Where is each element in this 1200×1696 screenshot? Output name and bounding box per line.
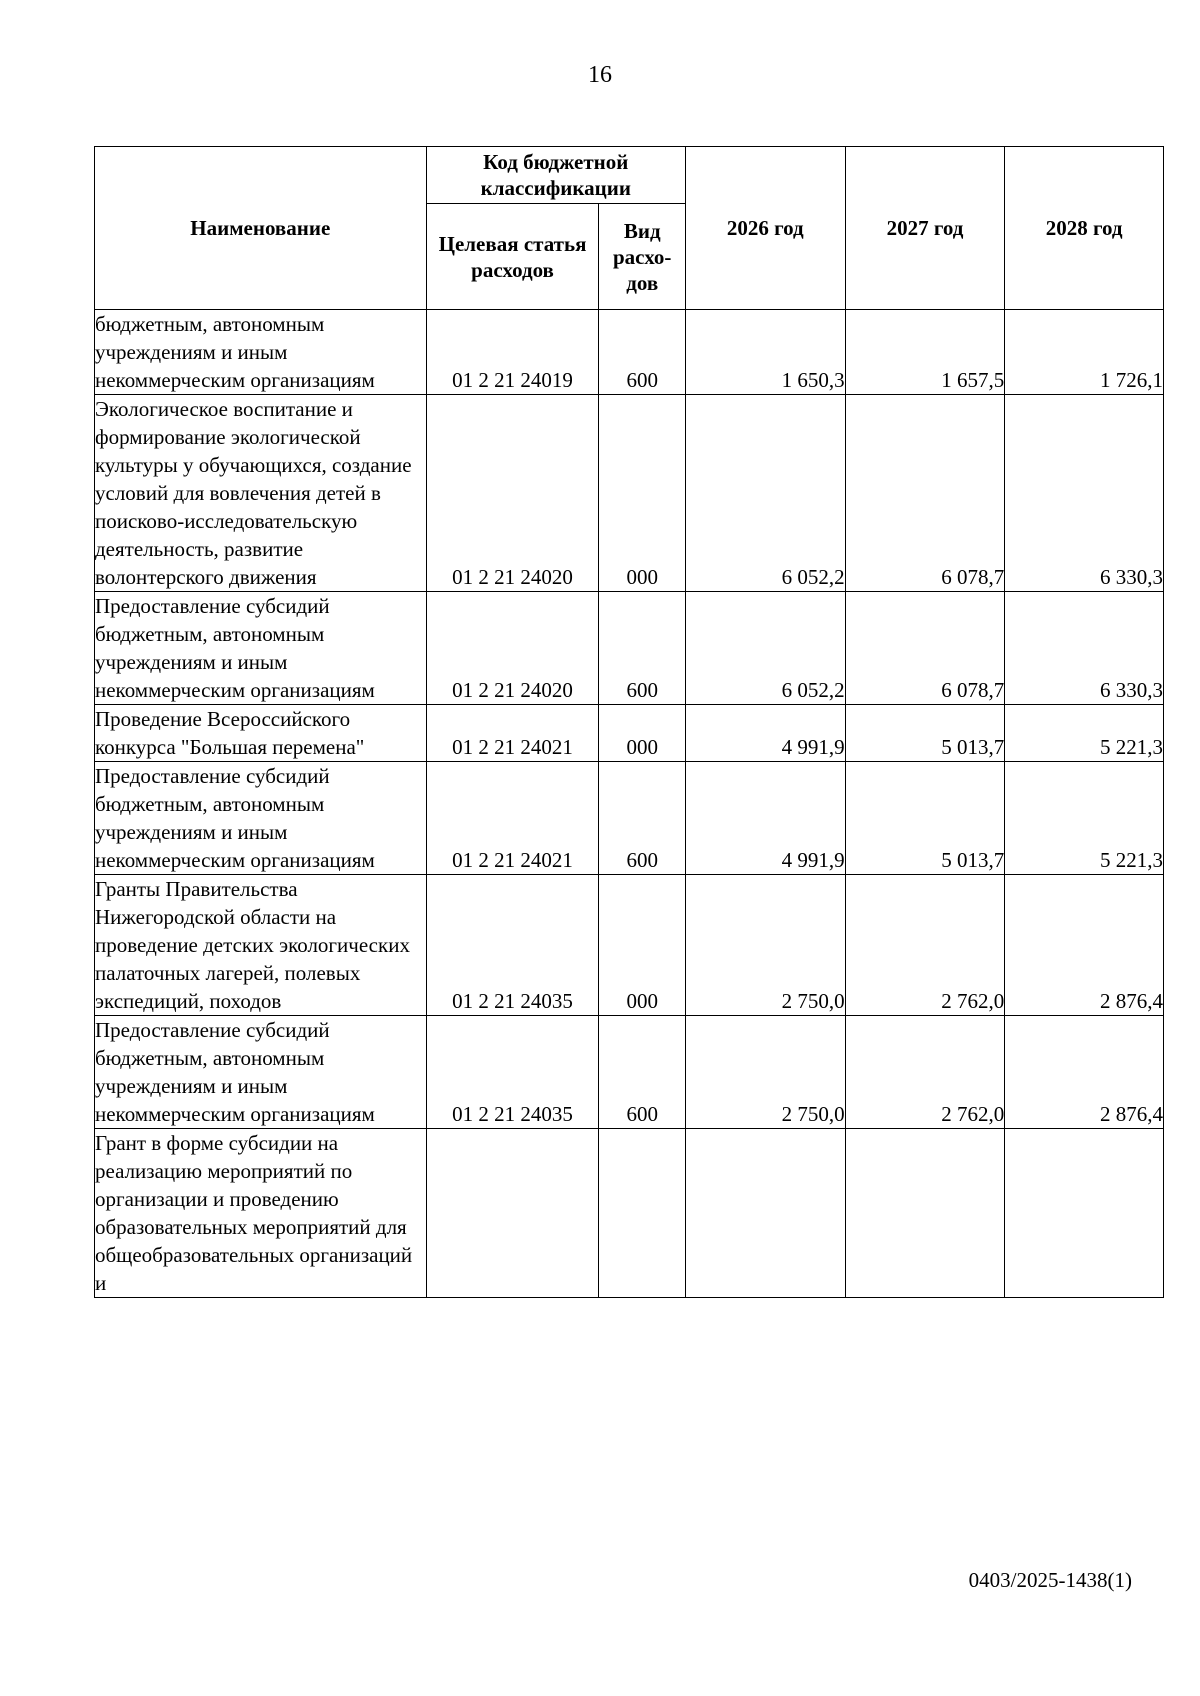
table-row <box>95 1129 1164 1298</box>
row-value-2027: 1 657,5 <box>845 310 1005 395</box>
row-name: Гранты Правительства Нижегородской области на проведение детских экологических палаточных лагерей, полевых экспедиций, походов <box>95 875 427 1016</box>
row-value-2028: 6 330,3 <box>1005 395 1164 592</box>
table-row <box>95 705 1164 762</box>
row-name: Предоставление субсидий бюджетным, автономным учреждениям и иным некоммерческим организациям <box>95 592 427 705</box>
table-row <box>95 310 1164 395</box>
row-value-2026: 6 052,2 <box>685 592 845 705</box>
budget-table <box>94 146 1164 1298</box>
header-budget-code: Код бюджетной классификации <box>426 147 685 204</box>
row-target-item: 01 2 21 24020 <box>426 395 599 592</box>
row-target-item: 01 2 21 24035 <box>426 1016 599 1129</box>
row-value-2026: 4 991,9 <box>685 705 845 762</box>
header-2027: 2027 год <box>845 147 1005 310</box>
row-value-2026 <box>685 1129 845 1298</box>
row-value-2028: 5 221,3 <box>1005 705 1164 762</box>
row-value-2028: 2 876,4 <box>1005 875 1164 1016</box>
header-2026: 2026 год <box>685 147 845 310</box>
row-value-2026: 1 650,3 <box>685 310 845 395</box>
row-name: Экологическое воспитание и формирование экологической культуры у обучающихся, создание условий для вовлечения детей в поисково-исследовательскую деятельность, развитие волонтерского движения <box>95 395 427 592</box>
row-name: Проведение Всероссийского конкурса "Большая перемена" <box>95 705 427 762</box>
row-value-2028 <box>1005 1129 1164 1298</box>
row-value-2027: 2 762,0 <box>845 875 1005 1016</box>
header-2028: 2028 год <box>1005 147 1164 310</box>
document-code: 0403/2025-1438(1) <box>968 1568 1132 1592</box>
row-name: бюджетным, автономным учреждениям и иным некоммерческим организациям <box>95 310 427 395</box>
header-expense-type: Вид расхо-дов <box>599 204 685 310</box>
row-value-2026: 6 052,2 <box>685 395 845 592</box>
row-target-item: 01 2 21 24020 <box>426 592 599 705</box>
row-target-item: 01 2 21 24019 <box>426 310 599 395</box>
row-expense-type: 000 <box>599 705 685 762</box>
row-expense-type: 000 <box>599 875 685 1016</box>
row-value-2028: 6 330,3 <box>1005 592 1164 705</box>
table-row <box>95 1016 1164 1129</box>
row-value-2027: 5 013,7 <box>845 705 1005 762</box>
row-expense-type: 000 <box>599 395 685 592</box>
row-target-item: 01 2 21 24021 <box>426 762 599 875</box>
row-value-2026: 4 991,9 <box>685 762 845 875</box>
table-row <box>95 395 1164 592</box>
table-row <box>95 875 1164 1016</box>
page-number: 16 <box>588 62 612 88</box>
row-value-2028: 5 221,3 <box>1005 762 1164 875</box>
row-expense-type: 600 <box>599 762 685 875</box>
row-expense-type: 600 <box>599 1016 685 1129</box>
row-target-item: 01 2 21 24021 <box>426 705 599 762</box>
row-name: Грант в форме субсидии на реализацию мероприятий по организации и проведению образовательных мероприятий для общеобразовательных организаций и <box>95 1129 427 1298</box>
row-name: Предоставление субсидий бюджетным, автономным учреждениям и иным некоммерческим организациям <box>95 1016 427 1129</box>
row-value-2026: 2 750,0 <box>685 1016 845 1129</box>
table-row <box>95 592 1164 705</box>
table-body <box>95 310 1164 1298</box>
row-expense-type: 600 <box>599 310 685 395</box>
row-value-2028: 1 726,1 <box>1005 310 1164 395</box>
row-value-2028: 2 876,4 <box>1005 1016 1164 1129</box>
row-value-2027: 5 013,7 <box>845 762 1005 875</box>
header-target-item: Целевая статья расходов <box>426 204 599 310</box>
row-name: Предоставление субсидий бюджетным, автономным учреждениям и иным некоммерческим организациям <box>95 762 427 875</box>
row-value-2027: 2 762,0 <box>845 1016 1005 1129</box>
row-value-2027: 6 078,7 <box>845 592 1005 705</box>
row-value-2027 <box>845 1129 1005 1298</box>
row-expense-type <box>599 1129 685 1298</box>
header-name: Наименование <box>95 147 427 310</box>
row-value-2027: 6 078,7 <box>845 395 1005 592</box>
row-value-2026: 2 750,0 <box>685 875 845 1016</box>
table-row <box>95 762 1164 875</box>
row-expense-type: 600 <box>599 592 685 705</box>
row-target-item: 01 2 21 24035 <box>426 875 599 1016</box>
row-target-item <box>426 1129 599 1298</box>
